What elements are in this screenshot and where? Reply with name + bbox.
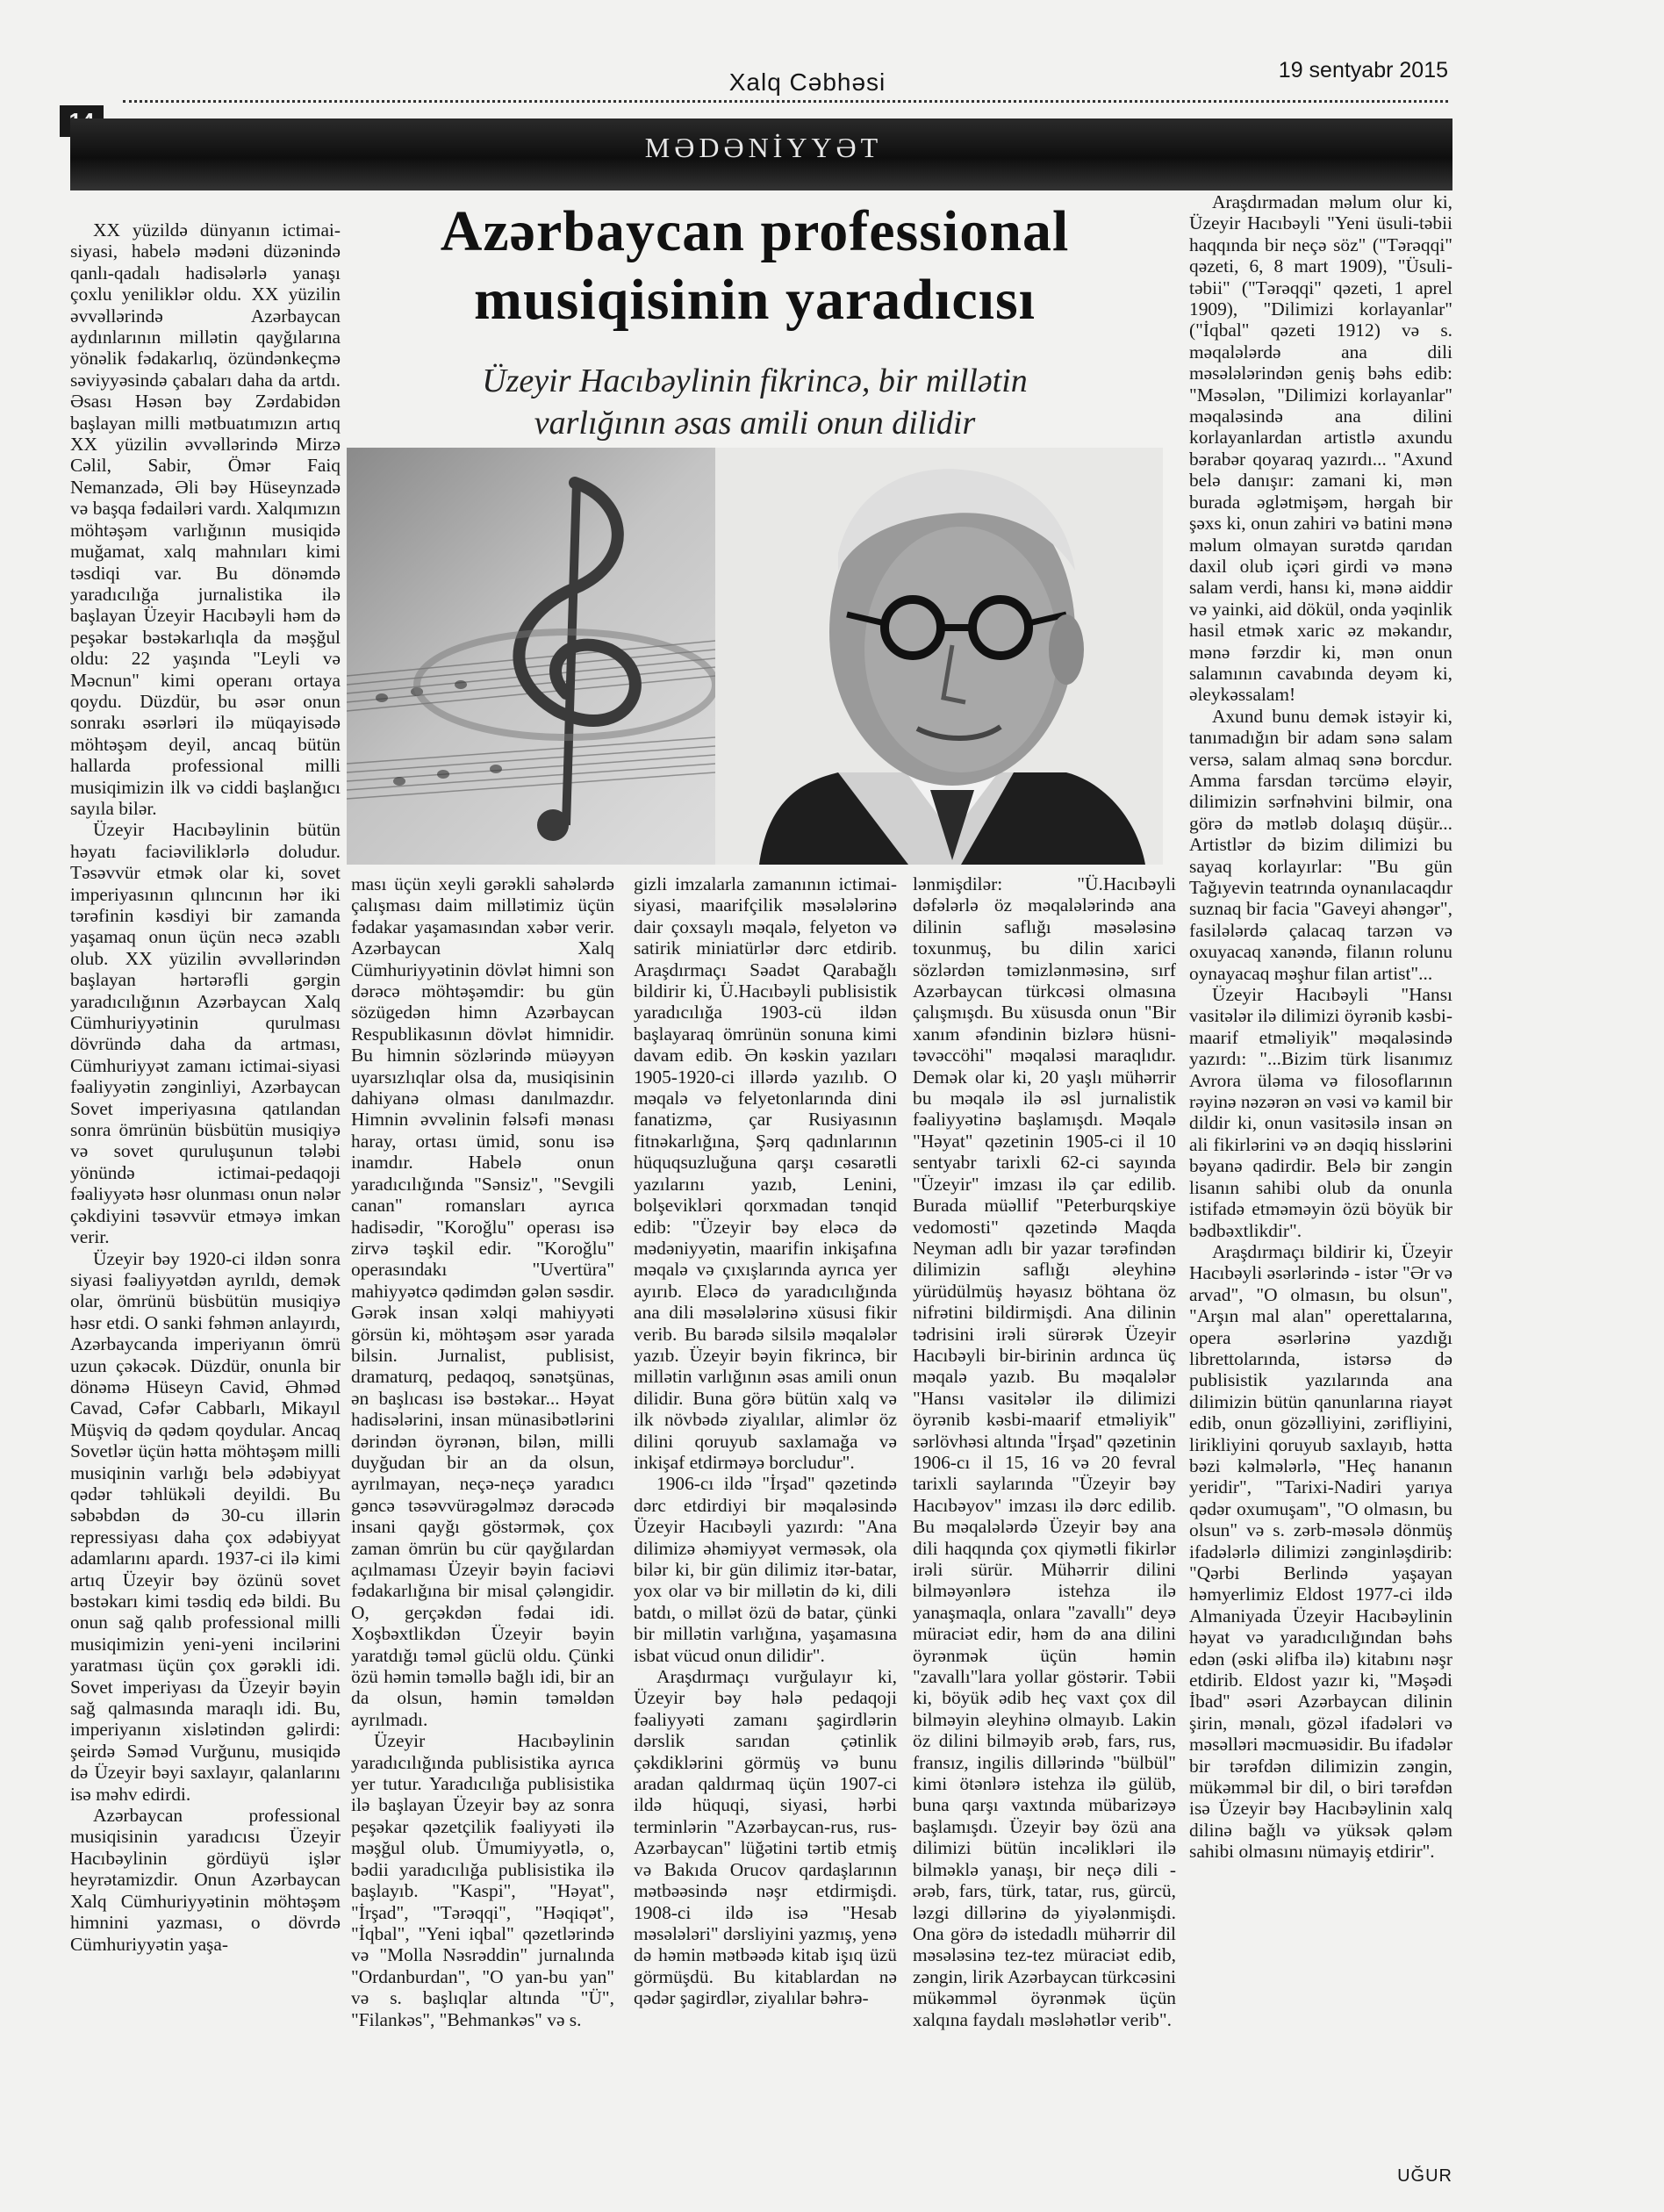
article-column-4 [913, 873, 1176, 2030]
col3-paragraph: 1906-cı ildə "İrşad" qəzetində dərc etdirdiyi bir məqaləsində Üzeyir Hacıbəyli yazırdı: "Ana dilimizə əhəmiyyət verməsək, ola bilər ki, bir gün dilimiz itər-batar, yox olar və bir millətin də ki, dili batdı, o millət özü də batar, çünki bir millətin varlığına, yaşamasına isbat vücud onun dilidir". [634, 1473, 897, 1666]
headline-line-1: Azərbaycan professional [440, 199, 1070, 263]
col5-paragraph: Araşdırmaçı bildirir ki, Üzeyir Hacıbəyli əsərlərində - istər "Ər və arvad", "O olmasın, bu olsun", "Arşın mal alan" operettalarına, opera əsərlərinə yazdığı librettolarında, istərsə də publisistik yazılarında ana dilimizin bütün qanunlarına riayət edib, onun gözəlliyini, zərifliyini, lirikliyini qoruyub saxlayıb, hətta bəzi kəlmələrlə, "Heç hananın yeridir", "Tarixi-Nadiri yarıya qədər oxumuşam", "O olmasın, bu olsun" və s. zərb-məsələ dönmüş ifadələrlə dilimizi zənginləşdirib: "Qərbi Berlində yaşayan həmyerlimiz Eldost 1977-ci ildə Almaniyada Üzeyir Hacıbəylinin həyat və yaradıcılığından bəhs edən (əski əlifba ilə) kitabını nəşr etdirib. Eldost yazır ki, "Məşədi İbad" əsəri Azərbaycan dilinin şirin, mənalı, gözəl ifadələri və məsəlləri məcmuəsidir. Bu ifadələr bir tərəfdən dilimizin zəngin, mükəmməl bir dil, o biri tərəfdən isə Üzeyir bəy Hacıbəylinin xalq dilinə bağlı və yüksək qələm sahibi olmasını nümayiş etdirir". [1189, 1240, 1452, 1863]
col1-paragraph: Üzeyir bəy 1920-ci ildən sonra siyasi fəaliyyətdən ayrıldı, demək olar, ömrünü büsbütün musiqiyə həsr etdi. O sanki fəhmən anlayırdı, Azərbaycanda imperiyanın ömrü uzun çəkəcək. Düzdür, onunla bir dönəmə Hüseyn Cavid, Əhməd Cavad, Cəfər Cabbarlı, Mikayıl Müşviq də qədəm qoydular. Ancaq Sovetlər üçün hətta möhtəşəm milli musiqinin varlığı belə ədəbiyyat qədər təhlükəli deyildi. Bu səbəbdən də 30-cu illərin repressiyası daha çox ədəbiyyat adamlarını apardı. 1937-ci ilə kimi artıq Üzeyir bəy özünü sovet bəstəkarı kimi təsdiq edə bildi. Bu onun sağ qalıb professional milli musiqimizin yeni-yeni incilərini yaratması üçün çox gərəkli idi. Sovet imperiyası da Üzeyir bəyin sağ qalmasında maraqlı idi. Bu, imperiyanın xislətindən gəlirdi: şeirdə Səməd Vurğunu, musiqidə də Üzeyir bəyi saxlayır, qalanlarını isə məhv edirdi. [70, 1247, 341, 1805]
article-column-3 [634, 873, 897, 2009]
col4-paragraph: lənmişdilər: "Ü.Hacıbəyli dəfələrlə öz məqalələrində ana dilinin saflığı məsələsinə toxunmuş, bu dilin xarici sözlərdən təmizlənməsinə, sırf Azərbaycan türkcəsi olmasına çalışmışdı. Bu xüsusda onun "Bir xanım əfəndinin bizlərə hüsni-təvəccöhi" məqaləsi maraqlıdır. Demək olar ki, 20 yaşlı mühərrir bu məqalə ilə əsl jurnalistik fəaliyyətinə başlamışdı. Məqalə "Həyat" qəzetinin 1905-ci il 10 sentyabr tarixli 62-ci sayında "Üzeyir" imzası ilə çar edilib. Burada müəllif "Peterburqskiye vedomosti" qəzetində Maqda Neyman adlı bir yazar tərəfindən dilimizin saflığı əleyhinə yürüdülmüş həyasız böhtana öz nifrətini bildirmişdi. Ana dilinin tədrisini irəli sürərək Üzeyir Hacıbəyli bir-birinin ardınca üç məqalə yazıb. Bu məqalələr "Hansı vasitələr ilə dilimizi öyrənib kəsbi-maarif etməliyik" sərlövhəsi altında "İrşad" qəzetinin 1906-cı il 15, 16 və 20 fevral tarixli saylarında "Üzeyir bəy Hacıbəyov" imzası ilə dərc edilib. Bu məqalələrdə Üzeyir bəy ana dili haqqında çox qiymətli fikirlər irəli sürür. Mühərrir dilini bilməyənlərə istehza ilə yanaşmaqla, onlara "zavallı" deyə müraciət edir, həm də ana dilini öyrənmək üçün həmin "zavallı"lara yollar göstərir. Təbii ki, böyük ədib heç vaxt çox dil bilməyin əleyhinə olmayıb. Lakin öz dilini bilməyib ərəb, fars, rus, fransız, ingilis dillərində "bülbül" kimi ötənlərə istehza ilə gülüb, buna qarşı vaxtında mübarizəyə başlamışdı. Üzeyir bəy özü ana dilimizi bütün incəlikləri ilə bilməklə yanaşı, bir neçə dili - ərəb, fars, türk, tatar, rus, gürcü, ləzgi dillərinə də yiyələnmişdi. Ona görə də istedadlı mühərrir dil məsələsinə tez-tez müraciət edib, zəngin, lirik Azərbaycan türkcəsini mükəmməl öyrənmək üçün xalqına faydalı məsləhətlər verib". [913, 873, 1176, 2030]
article-column-5 [1189, 191, 1452, 1863]
sheet-music-lines [347, 641, 715, 799]
col5-paragraph: Üzeyir Hacıbəyli "Hansı vasitələr ilə dilimizi öyrənib kəsbi-maarif etməliyik" məqaləsində yazırdı: "...Bizim türk lisanımız Avrora üləma və filosoflarının rəyinə nəzərən ən vəsi və kamil bir dildir ki, onun vasitəsilə insan ən ali fikirlərini və ən dəqiq hisslərini bəyanə qadirdir. Belə bir zəngin lisanın sahibi olub da onunla istifadə etməməyin özü böyük bir bədbəxtlikdir". [1189, 984, 1452, 1241]
section-title: MƏDƏNİYYƏT [644, 132, 883, 163]
col2-paragraph: Üzeyir Hacıbəylinin yaradıcılığında publisistika ayrıca yer tutur. Yaradıcılığa publisistika ilə başlayan Üzeyir bəy az sonra peşəkar qəzetçilik fəaliyyəti ilə məşğul olub. Ümumiyyətlə, o, bədii yaradıcılığa publisistika ilə başlayıb. "Kaspi", "Həyat", "İrşad", "Tərəqqi", "Həqiqət", "İqbal", "Yeni iqbal" qəzetlərində və "Molla Nəsrəddin" jurnalında "Ordanburdan", "O yan-bu yan" və s. başlıqlar altında "Ü", "Filankəs", "Behmankəs" və s. [351, 1730, 614, 2030]
portrait-icon [715, 448, 1163, 865]
header-rule [123, 100, 1448, 103]
col3-paragraph: Araşdırmaçı vurğulayır ki, Üzeyir bəy hələ pedaqoji fəaliyyəti zamanı şagirdlərin dərslik sarıdan çətinlik çəkdiklərini görmüş və bunu aradan qaldırmaq üçün 1907-ci ildə hüquqi, siyasi, hərbi terminlərin "Azərbaycan-rus, rus-Azərbaycan" lüğətini tərtib etmiş və Bakıda Orucov qardaşlarının mətbəəsində nəşr etdirmişdi. 1908-ci ildə isə "Hesab məsələləri" dərsliyini yazmış, yenə də həmin mətbəədə kitab işıq üzü görmüşdü. Bu kitablardan nə qədər şagirdlər, ziyalılar bəhrə- [634, 1666, 897, 2009]
article-column-1 [70, 219, 341, 1955]
subheadline-line-2: varlığının əsas amili onun dilidir [534, 405, 976, 442]
col5-paragraph: Axund bunu demək istəyir ki, tanımadığın bir adam sənə salam versə, salam almaq sənə borcdur. Amma farsdan tərcümə eləyir, dilimizin sərfnəhvini bilmir, ona görə də mətləb dolaşıq düşür... Artistlər də bizim dilimizi bu sayaq korlayırlar: "Bu gün Tağıyevin teatrında oynanılacaqdır suznaq bir facia "Gaveyi ahəngər", fasilələrdə çalacaq tarzən və oxuyacaq xanəndə, filanın rolunu oynayacaq məşhur filan artist"... [1189, 705, 1452, 984]
music-notes [376, 680, 502, 786]
col1-paragraph: Üzeyir Hacıbəylinin bütün həyatı faciəviliklərlə doludur. Təsəvvür etmək olar ki, sovet imperiyasının qılıncının hər iki tərəfinin kəsdiyi bir zamanda yaşamaq onun üçün necə əzablı olub. XX yüzilin əvvəllərindən başlayan hərtərəfli gərgin yaradıcılığının Azərbaycan Xalq Cümhuriyyətinin qurulması dövründə daha da artması, Cümhuriyyət zamanı ictimai-siyasi fəaliyyətin zənginliyi, Azərbaycan Sovet imperiyasına qatılandan sonra ömrünün büsbütün musiqiyə və sovet quruluşunun tələbi yönündə ictimai-pedaqoji fəaliyyətə həsr olunması onun nələr çəkdiyini təsəvvür etməyə imkan verir. [70, 819, 341, 1248]
author-signature: UĞUR [1397, 2166, 1452, 2186]
issue-date: 19 sentyabr 2015 [1278, 58, 1448, 83]
portrait-photo [347, 448, 1163, 865]
col5-paragraph: Araşdırmadan məlum olur ki, Üzeyir Hacıbəyli "Yeni üsuli-təbii haqqında bir neçə söz" ("Tərəqqi" qəzeti, 6, 8 mart 1909), "Üsuli-təbii" ("Tərəqqi" qəzeti, 1 aprel 1909), "Dilimizi korlayanlar" ("İqbal" qəzeti 1912) və s. məqalələrdə ana dili məsələlərindən geniş bəhs edib: "Məsələn, "Dilimizi korlayanlar" məqaləsində ana dilini korlayanlardan artistlə axundu bərabər qoyaraq yazırdı... "Axund belə danışır: zamani ki, mən burada əglətmişəm, hərgah bir şəxs ki, onun zahiri və batini mənə məlum olmayan surətdə qarıdan daxil olub içəri girdi və mənə salam verdi, hansı ki, mənə aiddir və yainki, aid dökül, onda yəqinlik hasil etmək xaric əz məkandır, mənə fərzdir ki, mən onun salamının cavabında deyəm ki, əleykəssalam! [1189, 191, 1452, 706]
col1-paragraph: Azərbaycan professional musiqisinin yaradıcısı Üzeyir Hacıbəylinin gördüyü işlər heyrətamizdir. Onun Azərbaycan Xalq Cümhuriyyətinin möhtəşəm himnini yazması, o dövrdə Cümhuriyyətin yaşa- [70, 1805, 341, 1955]
col1-paragraph: XX yüzildə dünyanın ictimai-siyasi, habelə mədəni düzənində qanlı-qadalı hadisələrlə yanaşı çoxlu yeniliklər oldu. XX yüzilin əvvəllərində Azərbaycan aydınlarının millətin qayğılarına yönəlik fədakarlıq, özündənkeçmə səviyyəsində çabaları daha da artdı. Əsası Həsən bəy Zərdabidən başlayan milli mətbuatımızın artıq XX yüzilin əvvəllərində Mirzə Cəlil, Sabir, Ömər Faiq Nemanzadə, Əli bəy Hüseynzadə və başqa fədailəri vardı. Xalqımızın möhtəşəm varlığının musiqidə muğamat, xalq mahnıları kimi təsdiqi var. Bu dönəmdə yaradıcılığa jurnalistika ilə başlayan Üzeyir Hacıbəyli həm də peşəkar bəstəkarlıqla da məşğul oldu: 22 yaşında "Leyli və Məcnun" kimi operanı ortaya qoydu. Düzdür, bu əsər onun sonrakı əsərləri ilə müqayisədə möhtəşəm deyil, ancaq bütün hallarda professional milli musiqimizin ilk və ciddi başlanğıcı sayıla bilər. [70, 219, 341, 819]
newspaper-name: Xalq Cəbhəsi [728, 68, 886, 96]
subheadline-line-1: Üzeyir Hacıbəylinin fikrincə, bir millətin [482, 363, 1028, 399]
headline-line-2: musiqisinin yaradıcısı [473, 268, 1036, 332]
article-column-2 [351, 873, 614, 2030]
article-headline [347, 198, 1163, 334]
col2-paragraph: ması üçün xeyli gərəkli sahələrdə çalışması daim millətimiz üçün fədakar yaşamasından xəbər verir. Azərbaycan Xalq Cümhuriyyətinin dövlət himni son dərəcə möhtəşəmdir: bu gün sözügedən himn Azərbaycan Respublikasının dövlət himnidir. Bu himnin sözlərində müəyyən uyarsızlıqlar olsa da, musiqisinin dahiyanə olması danılmazdır. Himnin əvvəlinin fəlsəfi mənası haray, ortası ümid, sonu isə inamdır. Habelə onun yaradıcılığında "Sənsiz", "Sevgili canan" romansları ayrıca hadisədir, "Koroğlu" operası isə zirvə təşkil edir. "Koroğlu" operasındakı "Uvertüra" mahiyyətcə qədimdən gələn səsdir. Gərək insan xəlqi mahiyyəti görsün ki, möhtəşəm əsər yarada bilsin. Jurnalist, publisist, dramaturq, pedaqoq, sənətşünas, ən başlıcası isə bəstəkar... Həyat hadisələrini, insan münasibətlərini dərindən öyrənən, bilən, milli duyğudan bir an da olsun, ayrılmayan, neçə-neçə yaradıcı gəncə təsəvvürəgəlməz dərəcədə insani qayğı göstərmək, çox zaman ömrün bu cür qayğılardan açılmaması Üzeyir bəyin faciəvi fədakarlığına bir misal çələngidir. O, gerçəkdən fədai idi. Xoşbəxtlikdən Üzeyir bəyin yaratdığı təməl güclü oldu. Çünki özü həmin təməllə bağlı idi, bir an da olsun, həmin təməldən ayrılmadı. [351, 873, 614, 1730]
portrait-illustration [347, 448, 1163, 865]
article-subheadline [347, 360, 1163, 444]
col3-paragraph: gizli imzalarla zamanının ictimai-siyasi, maarifçilik məsələlərinə dair çoxsaylı məqalə, felyeton və satirik miniatürlər dərc etdirib. Araşdırmaçı Səadət Qarabağlı bildirir ki, Ü.Hacıbəyli publisistik yaradıcılığa 1903-cü ildən başlayaraq ömrünün sonuna kimi davam edib. Ən kəskin yazıları 1905-1920-ci illərdə yazılıb. O məqalə və felyetonlarında dini fanatizmə, çar Rusiyasının fitnəkarlığına, Şərq qadınlarının hüquqsuzluğuna qarşı cəsarətli yazılarını yazıb, Lenini, bolşevikləri qorxmadan tənqid edib: "Üzeyir bəy eləcə də mədəniyyətin, maarifin inkişafına məqalə və çıxışlarında ayrıca yer ayırıb. Eləcə də yaradıcılığında ana dili məsələlərinə xüsusi fikir verib. Bu barədə silsilə məqalələr yazıb. Üzeyir bəyin fikrincə, bir millətin varlığının əsas amili onun dilidir. Buna görə bütün xalq və ilk növbədə ziyalılar, alimlər öz dilini qoruyub saxlamağa və inkişaf etdirməyə borcludur". [634, 873, 897, 1473]
treble-clef-icon [519, 483, 635, 841]
